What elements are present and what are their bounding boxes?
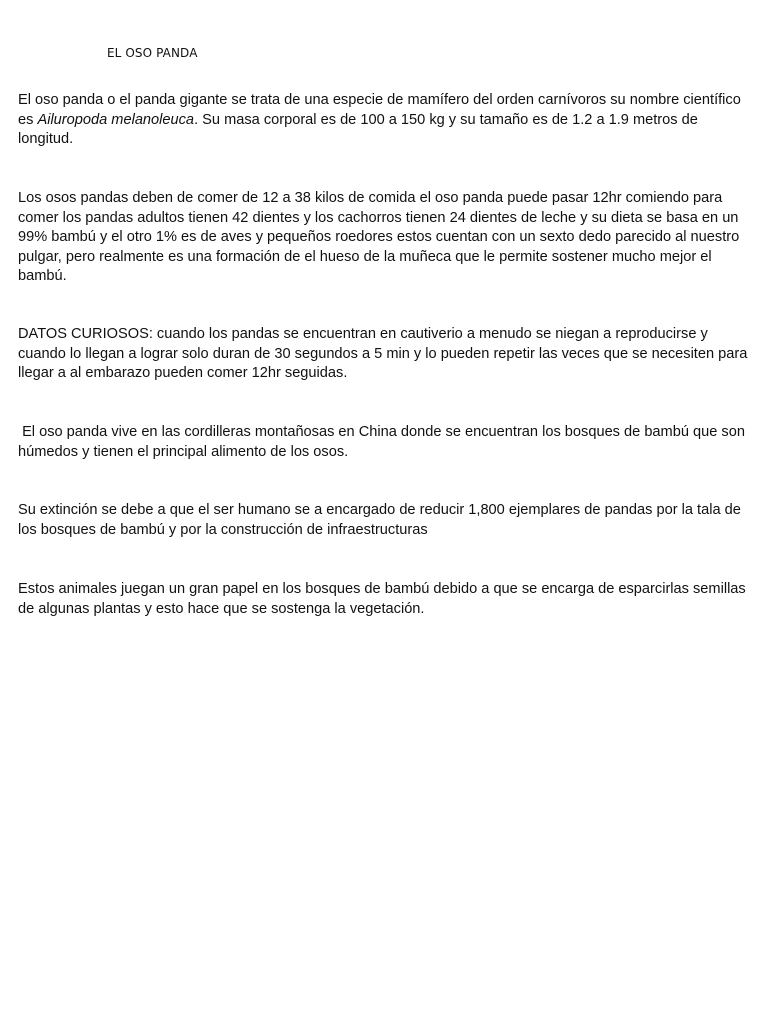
document-title: EL OSO PANDA bbox=[107, 46, 198, 60]
paragraph-ecological-role: Estos animales juegan un gran papel en los bosques de bambú debido a que se encarga de esparcirlas semillas de algunas plantas y esto hace que se sostenga la vegetación. bbox=[18, 581, 746, 617]
paragraph-habitat: El oso panda vive en las cordilleras montañosas en China donde se encuentran los bosques de bambú que son húmedos y tienen el principal alimento de los osos. bbox=[18, 424, 749, 460]
paragraph-intro-text-start: El oso panda o el panda gigante se trata de una especie de mamífero del orden carnívoros su nombre científico es bbox=[18, 92, 741, 128]
scientific-name: Ailuropoda melanoleuca bbox=[37, 111, 195, 128]
paragraph-extinction: Su extinción se debe a que el ser humano se a encargado de reducir 1,800 ejemplares de pandas por la tala de los bosques de bambú y por la construcción de infraestructuras bbox=[18, 502, 741, 538]
paragraph-intro-text-end: . Su masa corporal es de 100 a 150 kg y su tamaño es de 1.2 a 1.9 metros de longitud. bbox=[18, 111, 698, 147]
paragraph-intro bbox=[18, 91, 753, 150]
paragraph-curious-facts: DATOS CURIOSOS: cuando los pandas se encuentran en cautiverio a menudo se niegan a reproducirse y cuando lo llegan a lograr solo duran de 30 segundos a 5 min y lo pueden repetir las veces que se necesiten para llegar a al embarazo pueden comer 12hr seguidas. bbox=[18, 326, 748, 381]
paragraph-diet: Los osos pandas deben de comer de 12 a 38 kilos de comida el oso panda puede pasar 12hr comiendo para comer los pandas adultos tienen 42 dientes y los cachorros tienen 24 dientes de leche y su dieta se basa en un 99% bambú y el otro 1% es de aves y pequeños roedores estos cuentan con un sexto dedo parecido al nuestro pulgar, pero realmente es una formación de el hueso de la muñeca que le permite sostener mucho mejor el bambú. bbox=[18, 190, 740, 284]
